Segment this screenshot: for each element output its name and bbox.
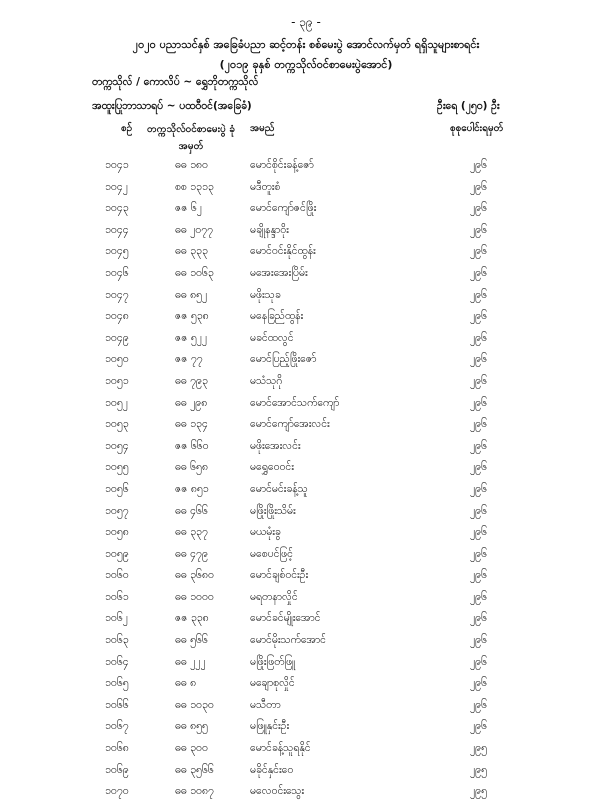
- row-marks: ၂၉၆: [470, 418, 487, 431]
- table-row: [0, 181, 612, 203]
- table-row: [0, 699, 612, 721]
- row-roll-no: ဇဇ ၅၂၂: [175, 331, 208, 344]
- row-serial-no: ၁၀၅၀: [105, 353, 129, 366]
- row-name: မလေဝင်းသွေး: [250, 785, 305, 798]
- row-serial-no: ၁၀၇၀: [105, 785, 129, 798]
- table-row: [0, 569, 612, 591]
- row-serial-no: ၁၀၄၅: [105, 245, 129, 258]
- row-roll-no: ဓဓ ၃၅၆၆: [175, 763, 214, 776]
- row-marks: ၂၉၆: [470, 677, 487, 690]
- table-row: [0, 353, 612, 375]
- table-row: [0, 742, 612, 764]
- row-marks: ၂၉၅: [470, 742, 487, 755]
- row-name: မဖိုးအေးလင်း: [250, 439, 301, 452]
- table-row: [0, 245, 612, 267]
- row-serial-no: ၁၀၆၆: [105, 698, 129, 711]
- row-name: မချိုနန္ဒာဝိုး: [250, 223, 289, 236]
- row-marks: ၂၉၅: [470, 785, 487, 798]
- row-serial-no: ၁၀၅၃: [105, 418, 129, 431]
- row-name: မောင်ခင်မျိုးအောင်: [250, 612, 321, 625]
- row-serial-no: ၁၀၆၈: [105, 742, 129, 755]
- row-serial-no: ၁၀၆၉: [105, 763, 129, 776]
- row-marks: ၂၉၆: [470, 655, 487, 668]
- row-marks: ၂၉၆: [470, 634, 487, 647]
- row-name: မသံသုဂို: [250, 374, 283, 387]
- row-roll-no: ဓဓ ၂၂၂: [175, 655, 206, 668]
- row-name: မဖြူနှင်းဦး: [250, 720, 290, 733]
- row-marks: ၂၉၆: [470, 396, 487, 409]
- row-marks: ၂၉၆: [470, 720, 487, 733]
- table-row: [0, 397, 612, 419]
- row-serial-no: ၁၀၆၀: [105, 569, 129, 582]
- row-marks: ၂၉၆: [470, 374, 487, 387]
- row-name: မောင်မင်းခန့်သူ: [250, 482, 308, 495]
- row-roll-no: ဓဓ ၃၃၃: [175, 245, 208, 258]
- table-row: [0, 267, 612, 289]
- row-roll-no: ဇဇ ၆၂: [175, 202, 202, 215]
- row-marks: ၂၉၆: [470, 202, 487, 215]
- row-roll-no: ဓဓ ၃၃၇: [175, 526, 208, 539]
- row-marks: ၂၉၆: [470, 288, 487, 301]
- row-roll-no: ဓဓ ၅၆၆: [175, 634, 208, 647]
- row-serial-no: ၁၀၄၉: [105, 331, 129, 344]
- row-serial-no: ၁၀၅၈: [105, 526, 129, 539]
- row-marks: ၂၉၆: [470, 461, 487, 474]
- row-roll-no: ဇဇ ၇၇: [175, 353, 203, 366]
- row-marks: ၂၉၆: [470, 310, 487, 323]
- table-row: [0, 224, 612, 246]
- table-row: [0, 785, 612, 807]
- row-marks: ၂၉၆: [470, 439, 487, 452]
- row-marks: ၂၉၆: [470, 331, 487, 344]
- row-name: မောင်အောင်သက်ကျော်: [250, 396, 340, 409]
- table-row: [0, 677, 612, 699]
- row-marks: ၂၉၅: [470, 763, 487, 776]
- row-name: မခိုင်နှင်းဝေ: [250, 763, 294, 776]
- row-serial-no: ၁၀၅၁: [105, 374, 129, 387]
- row-roll-no: ဇဇ ၃၃၈: [175, 612, 209, 625]
- row-name: မောင်ခန့်သူရနိုင်: [250, 742, 311, 755]
- row-name: မောင်ဝင်းနိုင်ထွန်း: [250, 245, 316, 258]
- row-name: မောင်ကျော်အေးလင်း: [250, 418, 330, 431]
- table-row: [0, 764, 612, 786]
- row-roll-no: စစ ၁၃၁၃: [175, 180, 214, 193]
- row-marks: ၂၉၆: [470, 504, 487, 517]
- row-marks: ၂၉၆: [470, 612, 487, 625]
- row-serial-no: ၁၀၆၄: [105, 655, 129, 668]
- table-row: [0, 526, 612, 548]
- row-marks: ၂၉၆: [470, 159, 487, 171]
- row-marks: ၂၉၆: [470, 590, 487, 603]
- row-name: မဖြိုးဖြိုးသိမ်း: [250, 504, 296, 517]
- row-name: မသီတာ: [250, 698, 281, 711]
- row-roll-no: ဓဓ ၁၈၀: [175, 159, 208, 171]
- header-name: အမည်: [250, 123, 275, 134]
- table-row: [0, 483, 612, 505]
- table-row: [0, 720, 612, 742]
- row-name: မရွှေဝေဝင်း: [250, 461, 294, 474]
- row-serial-no: ၁၀၄၁: [105, 159, 129, 171]
- row-name: မစေပင်ဖြင့်: [250, 547, 294, 560]
- table-row: [0, 656, 612, 678]
- row-serial-no: ၁၀၅၉: [105, 547, 129, 560]
- row-roll-no: ဓဓ ၇၉၃: [175, 374, 208, 387]
- row-marks: ၂၉၆: [470, 266, 487, 279]
- row-serial-no: ၁၀၄၃: [105, 202, 129, 215]
- page-number: - ၃၉ -: [291, 15, 321, 29]
- row-serial-no: ၁၀၅၄: [105, 439, 129, 452]
- row-name: မယမုံးခွ: [250, 526, 281, 539]
- row-name: မောင်မိုးသက်အောင်: [250, 634, 327, 647]
- row-marks: ၂၉၆: [470, 180, 487, 193]
- row-serial-no: ၁၀၅၇: [105, 504, 129, 517]
- row-name: မောင်ချစ်ဝင်းဦး: [250, 569, 309, 582]
- row-serial-no: ၁၀၄၈: [105, 310, 129, 323]
- row-serial-no: ၁၀၅၅: [105, 461, 129, 474]
- row-roll-no: ဓဓ ၄၇၉: [175, 547, 208, 560]
- row-name: မအေးအေးပြိမ်း: [250, 266, 308, 279]
- row-serial-no: ၁၀၆၃: [105, 634, 129, 647]
- row-roll-no: ဓဓ ၈၅၅: [175, 720, 208, 733]
- row-roll-no: ဓဓ ၈၅၂: [175, 288, 208, 301]
- row-serial-no: ၁၀၄၆: [105, 266, 129, 279]
- row-serial-no: ၁၀၄၇: [105, 288, 129, 301]
- row-serial-no: ၁၀၅၂: [105, 396, 128, 409]
- row-marks: ၂၉၆: [470, 698, 487, 711]
- table-row: [0, 332, 612, 354]
- subject-line: အထူးပြုဘာသာရပ် ~ ပထဝီဝင်(အခြေခံ): [92, 100, 252, 112]
- header-roll-no: တက္ကသိုလ်ဝင်စာမေးပွဲ ခုံအမှတ်: [147, 124, 235, 152]
- row-serial-no: ၁၀၅၆: [105, 482, 129, 495]
- row-roll-no: ဓဓ ၂၀၇၇: [175, 223, 214, 236]
- document-subtitle: (၂၀၁၉ ခုနှစ် တက္ကသိုလ်ဝင်စာမေးပွဲအောင်): [219, 58, 393, 71]
- row-name: မချောစုလှိုင်: [250, 677, 295, 690]
- row-roll-no: ဓဓ ၁၀၆၃: [175, 266, 214, 279]
- table-row: [0, 612, 612, 634]
- table-row: [0, 310, 612, 332]
- row-roll-no: ဓဓ ၂၉၈: [175, 396, 208, 409]
- row-roll-no: ဇဇ ၈၅၁: [175, 482, 209, 495]
- row-serial-no: ၁၀၄၂: [105, 180, 128, 193]
- row-name: မဒီတူးစံ: [250, 180, 281, 193]
- table-row: [0, 440, 612, 462]
- row-roll-no: ဇဇ ၅၃၈: [175, 310, 209, 323]
- row-marks: ၂၉၆: [470, 526, 487, 539]
- university-line: တက္ကသိုလ် / ကောလိပ် ~ ရွှေဘိုတက္ကသိုလ်: [92, 76, 259, 88]
- table-row: [0, 159, 612, 181]
- row-roll-no: ဓဓ ၆၅၈: [175, 461, 208, 474]
- row-roll-no: ဓဓ ၃၆၈၀: [175, 569, 214, 582]
- row-name: မောင်ကျော်ဇင်ဖြိုး: [250, 202, 317, 215]
- row-roll-no: ဓဓ ၁၃၄: [175, 418, 208, 431]
- table-row: [0, 505, 612, 527]
- row-name: မောင်စိုင်းခန့်ဇော်: [250, 159, 314, 171]
- table-row: [0, 418, 612, 440]
- table-row: [0, 548, 612, 570]
- row-name: မောင်ပြည့်ဖြိုးဇော်: [250, 353, 317, 366]
- row-serial-no: ၁၀၆၇: [105, 720, 129, 733]
- table-row: [0, 375, 612, 397]
- results-table: [0, 159, 612, 807]
- row-serial-no: ၁၀၆၂: [105, 612, 128, 625]
- table-row: [0, 202, 612, 224]
- row-marks: ၂၉၆: [470, 569, 487, 582]
- row-marks: ၂၉၆: [470, 223, 487, 236]
- row-serial-no: ၁၀၆၁: [105, 590, 129, 603]
- row-name: မခင်ထလွင်: [250, 331, 294, 344]
- total-count: ဦးရေ (၂၅၀) ဦး: [437, 100, 500, 112]
- row-roll-no: ဓဓ ၁၀၀၀: [175, 590, 214, 603]
- header-total-marks: စုစုပေါင်းရမှတ်: [450, 123, 504, 134]
- row-serial-no: ၁၀၆၅: [105, 677, 129, 690]
- row-name: မရတနာလှိုင်: [250, 590, 298, 603]
- table-row: [0, 461, 612, 483]
- row-roll-no: ဓဓ ၁၀၈၇: [175, 785, 214, 798]
- row-marks: ၂၉၆: [470, 482, 487, 495]
- table-row: [0, 634, 612, 656]
- row-roll-no: ဓဓ ၄၆၆: [175, 504, 208, 517]
- row-marks: ၂၉၆: [470, 245, 487, 258]
- row-roll-no: ဓဓ ၃၀၀: [175, 742, 208, 755]
- row-roll-no: ဓဓ ၈: [175, 677, 197, 690]
- document-title: ၂၀၂၀ ပညာသင်နှစ် အခြေခံပညာ ဆင့်တန်း စစ်မေးပွဲ အောင်လက်မှတ် ရရှိသူများစာရင်း: [132, 38, 480, 51]
- row-marks: ၂၉၆: [470, 353, 487, 366]
- row-marks: ၂၉၆: [470, 547, 487, 560]
- row-roll-no: ဓဓ ၁၀၃၀: [175, 698, 214, 711]
- table-row: [0, 591, 612, 613]
- row-name: မဖြိုးဖြတ်ဖြူ: [250, 655, 296, 668]
- table-row: [0, 289, 612, 311]
- row-name: မဖိုးသုခ: [250, 288, 281, 301]
- header-serial-no: စဉ်: [121, 123, 133, 134]
- row-name: မနေခြည်ထွန်း: [250, 310, 304, 323]
- row-serial-no: ၁၀၄၄: [105, 223, 129, 236]
- row-roll-no: ဇဇ ၆၆၀: [175, 439, 209, 452]
